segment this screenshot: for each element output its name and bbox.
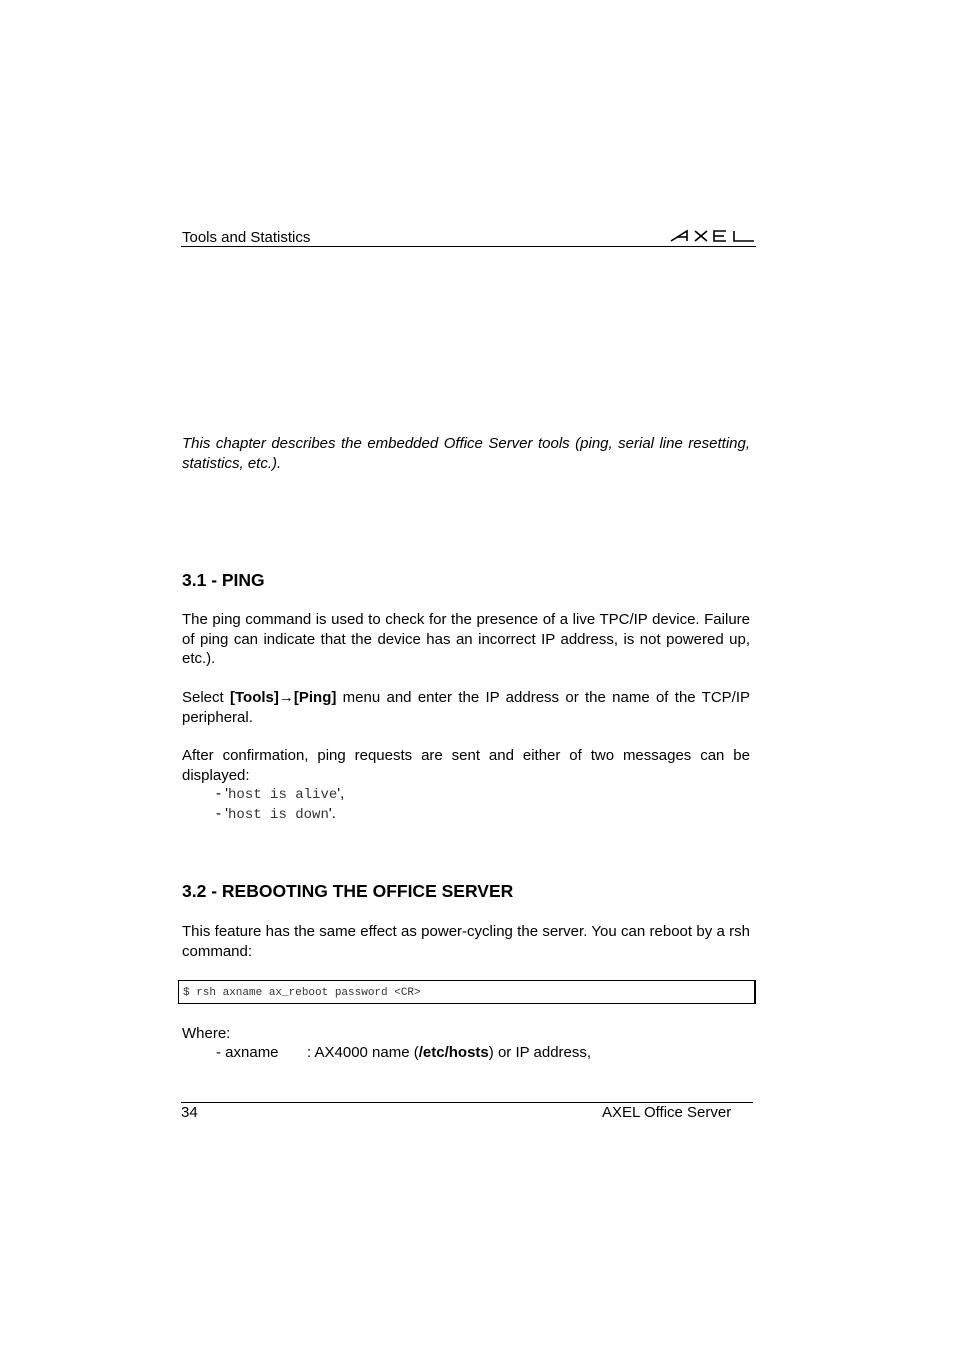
ping-paragraph-1: The ping command is used to check for the presence of a live TPC/IP device. Failure of ping can indicate that the device has an incorrect IP address, is not powered up, etc.).: [182, 611, 750, 667]
section-heading-ping: 3.1 - PING: [182, 570, 265, 590]
bullet-suffix: ',: [337, 785, 345, 802]
page-number: 34: [181, 1104, 198, 1121]
chapter-intro: This chapter describes the embedded Office Server tools (ping, serial line resetting, statistics, etc.).: [182, 435, 750, 472]
ping-paragraph-3: After confirmation, ping requests are sent and either of two messages can be displayed:: [182, 747, 750, 784]
section-heading-reboot: 3.2 - REBOOTING THE OFFICE SERVER: [182, 881, 514, 901]
axel-logo: [670, 226, 756, 246]
reboot-command: $ rsh axname ax_reboot password <CR>: [183, 987, 421, 999]
footer-doc-title: AXEL Office Server: [602, 1104, 732, 1121]
message-host-down: host is down: [228, 807, 329, 823]
ping-select-text: Select: [182, 689, 230, 706]
bullet-prefix: - ': [216, 805, 229, 822]
ping-paragraph-2: [182, 688, 750, 727]
header-title: Tools and Statistics: [182, 229, 311, 246]
ping-message-down: [216, 804, 336, 826]
footer-rule: [181, 1102, 753, 1103]
bullet-suffix: '.: [328, 805, 336, 822]
etc-hosts-path: /etc/hosts: [418, 1044, 489, 1061]
reboot-paragraph-1: This feature has the same effect as power-cycling the server. You can reboot by a rsh command:: [182, 923, 750, 960]
desc-text-end: ) or IP address,: [488, 1044, 592, 1061]
ping-select-rest: menu and enter the IP address or the name of the TCP/IP peripheral.: [182, 689, 750, 726]
message-host-alive: host is alive: [228, 787, 338, 803]
param-axname-name: - axname: [216, 1044, 279, 1061]
ping-message-alive: [216, 784, 344, 806]
param-axname-description: [307, 1043, 591, 1063]
ping-menu-path: [Tools]→[Ping]: [230, 689, 337, 706]
where-label: Where:: [182, 1025, 231, 1042]
desc-text: : AX4000 name (: [307, 1044, 419, 1061]
code-box: [178, 980, 756, 1004]
page-header: [181, 226, 756, 247]
bullet-prefix: - ': [216, 785, 229, 802]
